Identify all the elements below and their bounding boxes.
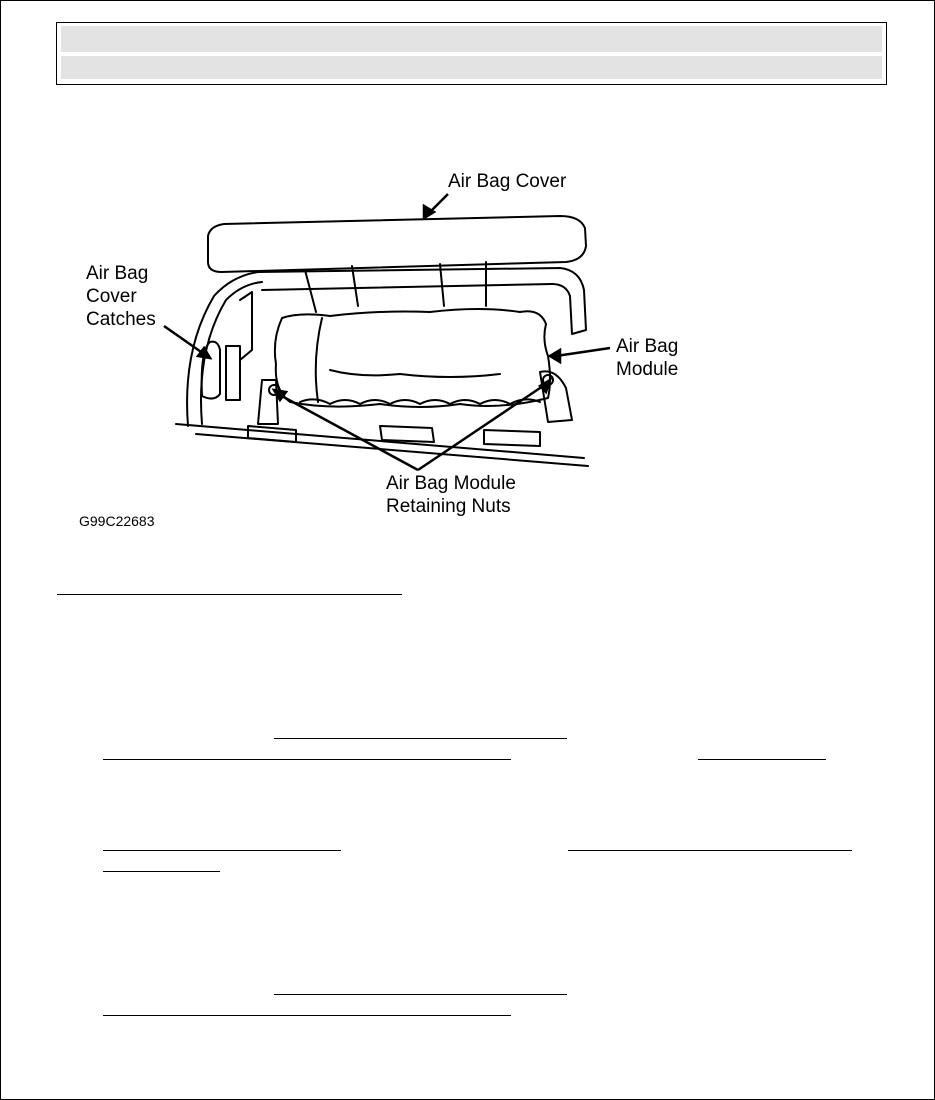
air-bag-cover-label: Air Bag Cover xyxy=(448,171,567,192)
air-bag-module-label: Air Bag Module xyxy=(616,336,679,380)
section-heading-underline xyxy=(57,594,402,595)
link-underline[interactable] xyxy=(568,850,852,851)
link-underline[interactable] xyxy=(103,1015,511,1016)
retaining-nuts-label: Air Bag Module Retaining Nuts xyxy=(386,473,516,517)
link-underline[interactable] xyxy=(274,738,567,739)
header-title-bar xyxy=(61,26,882,52)
link-underline[interactable] xyxy=(103,871,220,872)
page-header xyxy=(56,22,887,85)
header-subtitle-bar xyxy=(61,56,882,79)
air-bag-cover-catches-label: Air Bag Cover Catches xyxy=(86,263,156,330)
link-underline[interactable] xyxy=(103,759,511,760)
air-bag-illustration xyxy=(60,160,700,540)
link-underline[interactable] xyxy=(103,850,341,851)
link-underline[interactable] xyxy=(698,759,826,760)
figure-code: G99C22683 xyxy=(79,513,155,529)
link-underline[interactable] xyxy=(274,994,567,995)
